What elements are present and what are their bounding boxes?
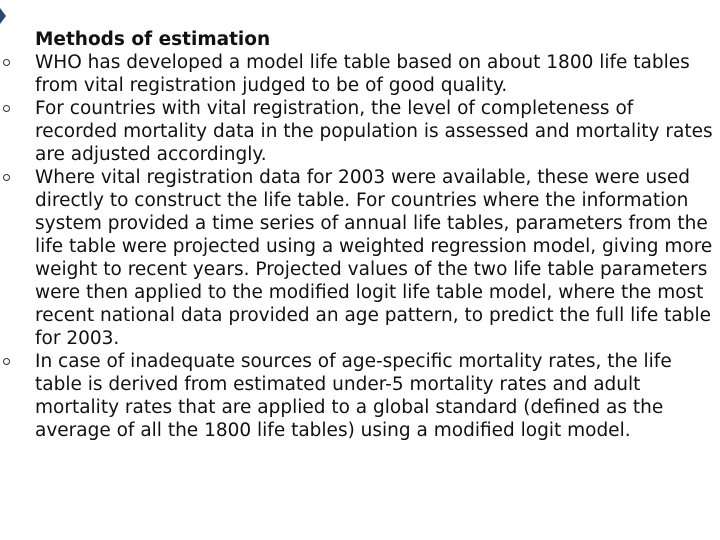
hollow-circle-bullet-icon	[3, 105, 10, 112]
bullet-text: For countries with vital registration, the level of completeness of recorded mortality data in the population is assessed and mortality rates are adjusted accordingly.	[35, 98, 713, 165]
slide-title: Methods of estimation	[35, 29, 271, 50]
slide-content	[35, 28, 715, 442]
bullet-list	[35, 51, 715, 442]
list-item	[35, 350, 715, 442]
hollow-circle-bullet-icon	[3, 59, 10, 66]
list-item	[35, 51, 715, 97]
list-item	[35, 97, 715, 166]
list-item	[35, 166, 715, 350]
bullet-text: Where vital registration data for 2003 were available, these were used directly to construct the life table. For countries where the information system provided a time series of annual life tables, parameters from the life table were projected using a weighted regression model, giving more weight to recent years. Projected values of the two life table parameters were then applied to the modified logit life table model, where the most recent national data provided an age pattern, to predict the full life table for 2003.	[35, 167, 713, 349]
bullet-text: WHO has developed a model life table based on about 1800 life tables from vital registration judged to be of good quality.	[35, 52, 690, 96]
hollow-circle-bullet-icon	[3, 358, 10, 365]
hollow-circle-bullet-icon	[3, 174, 10, 181]
corner-decoration-icon	[0, 8, 6, 24]
bullet-text: In case of inadequate sources of age-specific mortality rates, the life table is derived from estimated under-5 mortality rates and adult mortality rates that are applied to a global standard (defined as the average of all the 1800 life tables) using a modified logit model.	[35, 351, 672, 441]
